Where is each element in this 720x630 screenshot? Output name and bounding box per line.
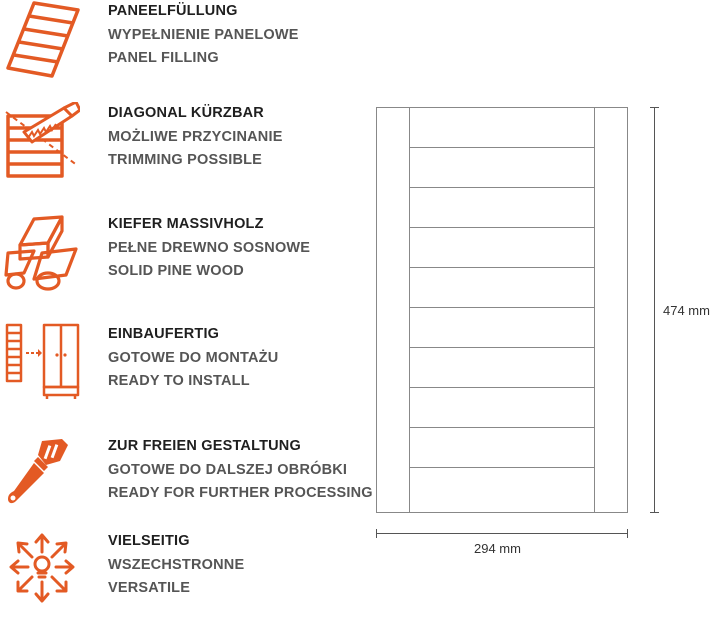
feature-title-de: PANEELFÜLLUNG (108, 3, 238, 19)
panel-right-stile (595, 108, 628, 513)
feature-title-pl: WYPEŁNIENIE PANELOWE (108, 26, 299, 43)
feature-title-pl: PEŁNE DREWNO SOSNOWE (108, 239, 311, 256)
feature-title-pl: GOTOWE DO DALSZEJ OBRÓBKI (108, 461, 348, 478)
feature-further-processing (0, 435, 373, 535)
ready-to-install-icon (4, 323, 80, 403)
width-dimension-label: 294 mm (474, 541, 521, 556)
feature-title-de: KIEFER MASSIVHOLZ (108, 216, 264, 232)
feature-title-pl: GOTOWE DO MONTAŻU (108, 349, 279, 366)
versatile-lightbulb-icon (4, 530, 80, 610)
feature-pine-wood (0, 213, 370, 313)
panel-outline (377, 108, 628, 513)
feature-title-en: READY FOR FURTHER PROCESSING (108, 485, 373, 501)
feature-title-en: VERSATILE (108, 580, 191, 596)
feature-title-de: VIELSEITIG (108, 533, 190, 549)
feature-title-de: EINBAUFERTIG (108, 326, 220, 342)
height-dimension-label: 474 mm (663, 303, 710, 318)
pine-wood-icon (4, 213, 80, 293)
feature-panel-filling (0, 0, 370, 100)
feature-title-de: ZUR FREIEN GESTALTUNG (108, 438, 301, 454)
panel-filling-icon (4, 0, 80, 80)
feature-title-en: READY TO INSTALL (108, 373, 250, 389)
feature-versatile (0, 530, 370, 630)
feature-ready-to-install (0, 323, 370, 423)
paint-brush-icon (4, 435, 80, 515)
feature-title-pl: WSZECHSTRONNE (108, 556, 245, 573)
feature-title-en: SOLID PINE WOOD (108, 263, 244, 279)
height-dimension-line (650, 107, 659, 513)
feature-title-en: PANEL FILLING (108, 50, 219, 66)
feature-title-en: TRIMMING POSSIBLE (108, 152, 263, 168)
saw-trimming-icon (4, 102, 80, 182)
panel-left-stile (377, 108, 410, 513)
feature-title-pl: MOŻLIWE PRZYCINANIE (108, 128, 283, 145)
feature-title-de: DIAGONAL KÜRZBAR (108, 105, 264, 121)
feature-trimming (0, 102, 370, 202)
panel-slats (410, 148, 594, 468)
width-dimension-line (376, 529, 628, 538)
